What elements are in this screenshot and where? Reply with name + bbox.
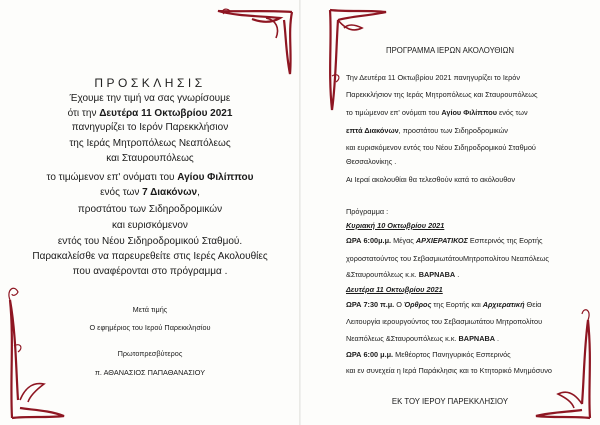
service-line: χοροστατούντος του ΣεβασμιωτάτουΜητροπολίτου Νεαπόλεως <box>346 254 549 263</box>
invitation-line: και Σταυρουπόλεως <box>106 153 194 164</box>
program-title: ΠΡΟΓΡΑΜΜΑ ΙΕΡΩΝ ΑΚΟΛΟΥΘΙΩΝ <box>385 46 515 55</box>
service-line: ΩΡΑ 6:00 μ.μ. Μεθέορτος Πανηγυρικός Εσπερινός <box>346 350 511 359</box>
invitation-line: της Ιεράς Μητροπόλεως Νεαπόλεως <box>69 138 231 149</box>
invitation-line: ότι την Δευτέρα 11 Οκτωβρίου 2021 <box>67 108 233 119</box>
service-line: &Σταυρουπόλεως κ.κ. ΒΑΡΝΑΒΑ . <box>346 270 460 279</box>
invitation-title: ΠΡΟΣΚΛΗΣΙΣ <box>94 76 206 90</box>
invitation-line: Παρακαλείσθε να παρευρεθείτε στις Ιερές Ακολουθίες <box>32 251 268 262</box>
flourish-top-left-icon <box>324 6 390 116</box>
program-label: Πρόγραμμα : <box>346 207 389 216</box>
service-line: Νεαπόλεως &Σταυρουπόλεως κ.κ. ΒΑΡΝΑΒΑ . <box>346 334 500 343</box>
regards-text: Μετά τιμής <box>132 305 168 314</box>
invitation-line: προστάτου των Σιδηροδρομικών <box>77 204 223 215</box>
program-paragraph-line: και ευρισκόμενον εντός του Νέου Σιδηροδρομικού Σταθμού <box>346 143 536 152</box>
program-date-monday: Δευτέρα 11 Οκτωβρίου 2021 <box>346 285 443 294</box>
invitation-line: εντός του Νέου Σιδηροδρομικού Σταθμού. <box>57 236 243 247</box>
service-line: και εν συνεχεία η Ιερά Παράκλησις και το Κτητορικό Μνημόσυνο <box>346 366 552 375</box>
program-date-sunday: Κυριακή 10 Οκτωβρίου 2021 <box>346 221 445 230</box>
service-line: Λειτουργία ιερουργούντος του Σεβασμιωτάτου Μητροπολίτου <box>346 317 543 326</box>
invitation-line: ενός των 7 Διακόνων, <box>100 187 200 198</box>
program-paragraph-line: το τιμώμενον επ' ονόματι του Αγίου Φιλίππου ενός των <box>346 108 528 117</box>
priest-name: π. ΑΘΑΝΑΣΙΟΣ ΠΑΠΑΘΑΝΑΣΙΟΥ <box>94 368 206 377</box>
program-paragraph-line: Την Δευτέρα 11 Οκτωβρίου 2021 πανηγυρίζει το Ιερόν <box>346 73 520 82</box>
service-line: ΩΡΑ 6:00μ.μ. Μέγας ΑΡΧΙΕΡΑΤΙΚΟΣ Εσπερινός της Εορτής <box>346 236 543 245</box>
program-paragraph-line: επτά Διακόνων, προστάτου των Σιδηροδρομικών <box>346 126 508 135</box>
program-paragraph-line: Αι Ιεραί ακολουθίαι θα τελεσθούν κατά το ακόλουθον <box>346 175 515 184</box>
program-paragraph-line: Θεσσαλονίκης . <box>346 157 397 166</box>
priest-role: Ο εφημέριος του Ιερού Παρεκκλησίου <box>89 323 211 332</box>
flourish-top-right-icon <box>196 8 296 80</box>
invitation-line: και ευρισκόμενον <box>112 220 188 231</box>
program-paragraph-line: Παρεκκλήσιον της Ιεράς Μητροπόλεως και Σταυρουπόλεως <box>346 90 538 99</box>
program-footer: ΕΚ ΤΟΥ ΙΕΡΟΥ ΠΑΡΕΚΚΛΗΣΙΟΥ <box>391 397 509 406</box>
invitation-line: πανηγυρίζει το Ιερόν Παρεκκλήσιον <box>71 122 229 133</box>
invitation-line: το τιμώμενον επ' ονόματι του Αγίου Φιλίππου <box>46 172 254 183</box>
program-page <box>300 0 600 425</box>
priest-rank: Πρωτοπρεσβύτερος <box>117 349 183 358</box>
invitation-line: Έχουμε την τιμή να σας γνωρίσουμε <box>69 93 231 104</box>
invitation-line: που αναφέρονται στο πρόγραμμα . <box>72 266 228 277</box>
service-line: ΩΡΑ 7:30 π.μ. Ο Όρθρος της Εορτής και Αρχιερατική Θεία <box>346 300 542 309</box>
